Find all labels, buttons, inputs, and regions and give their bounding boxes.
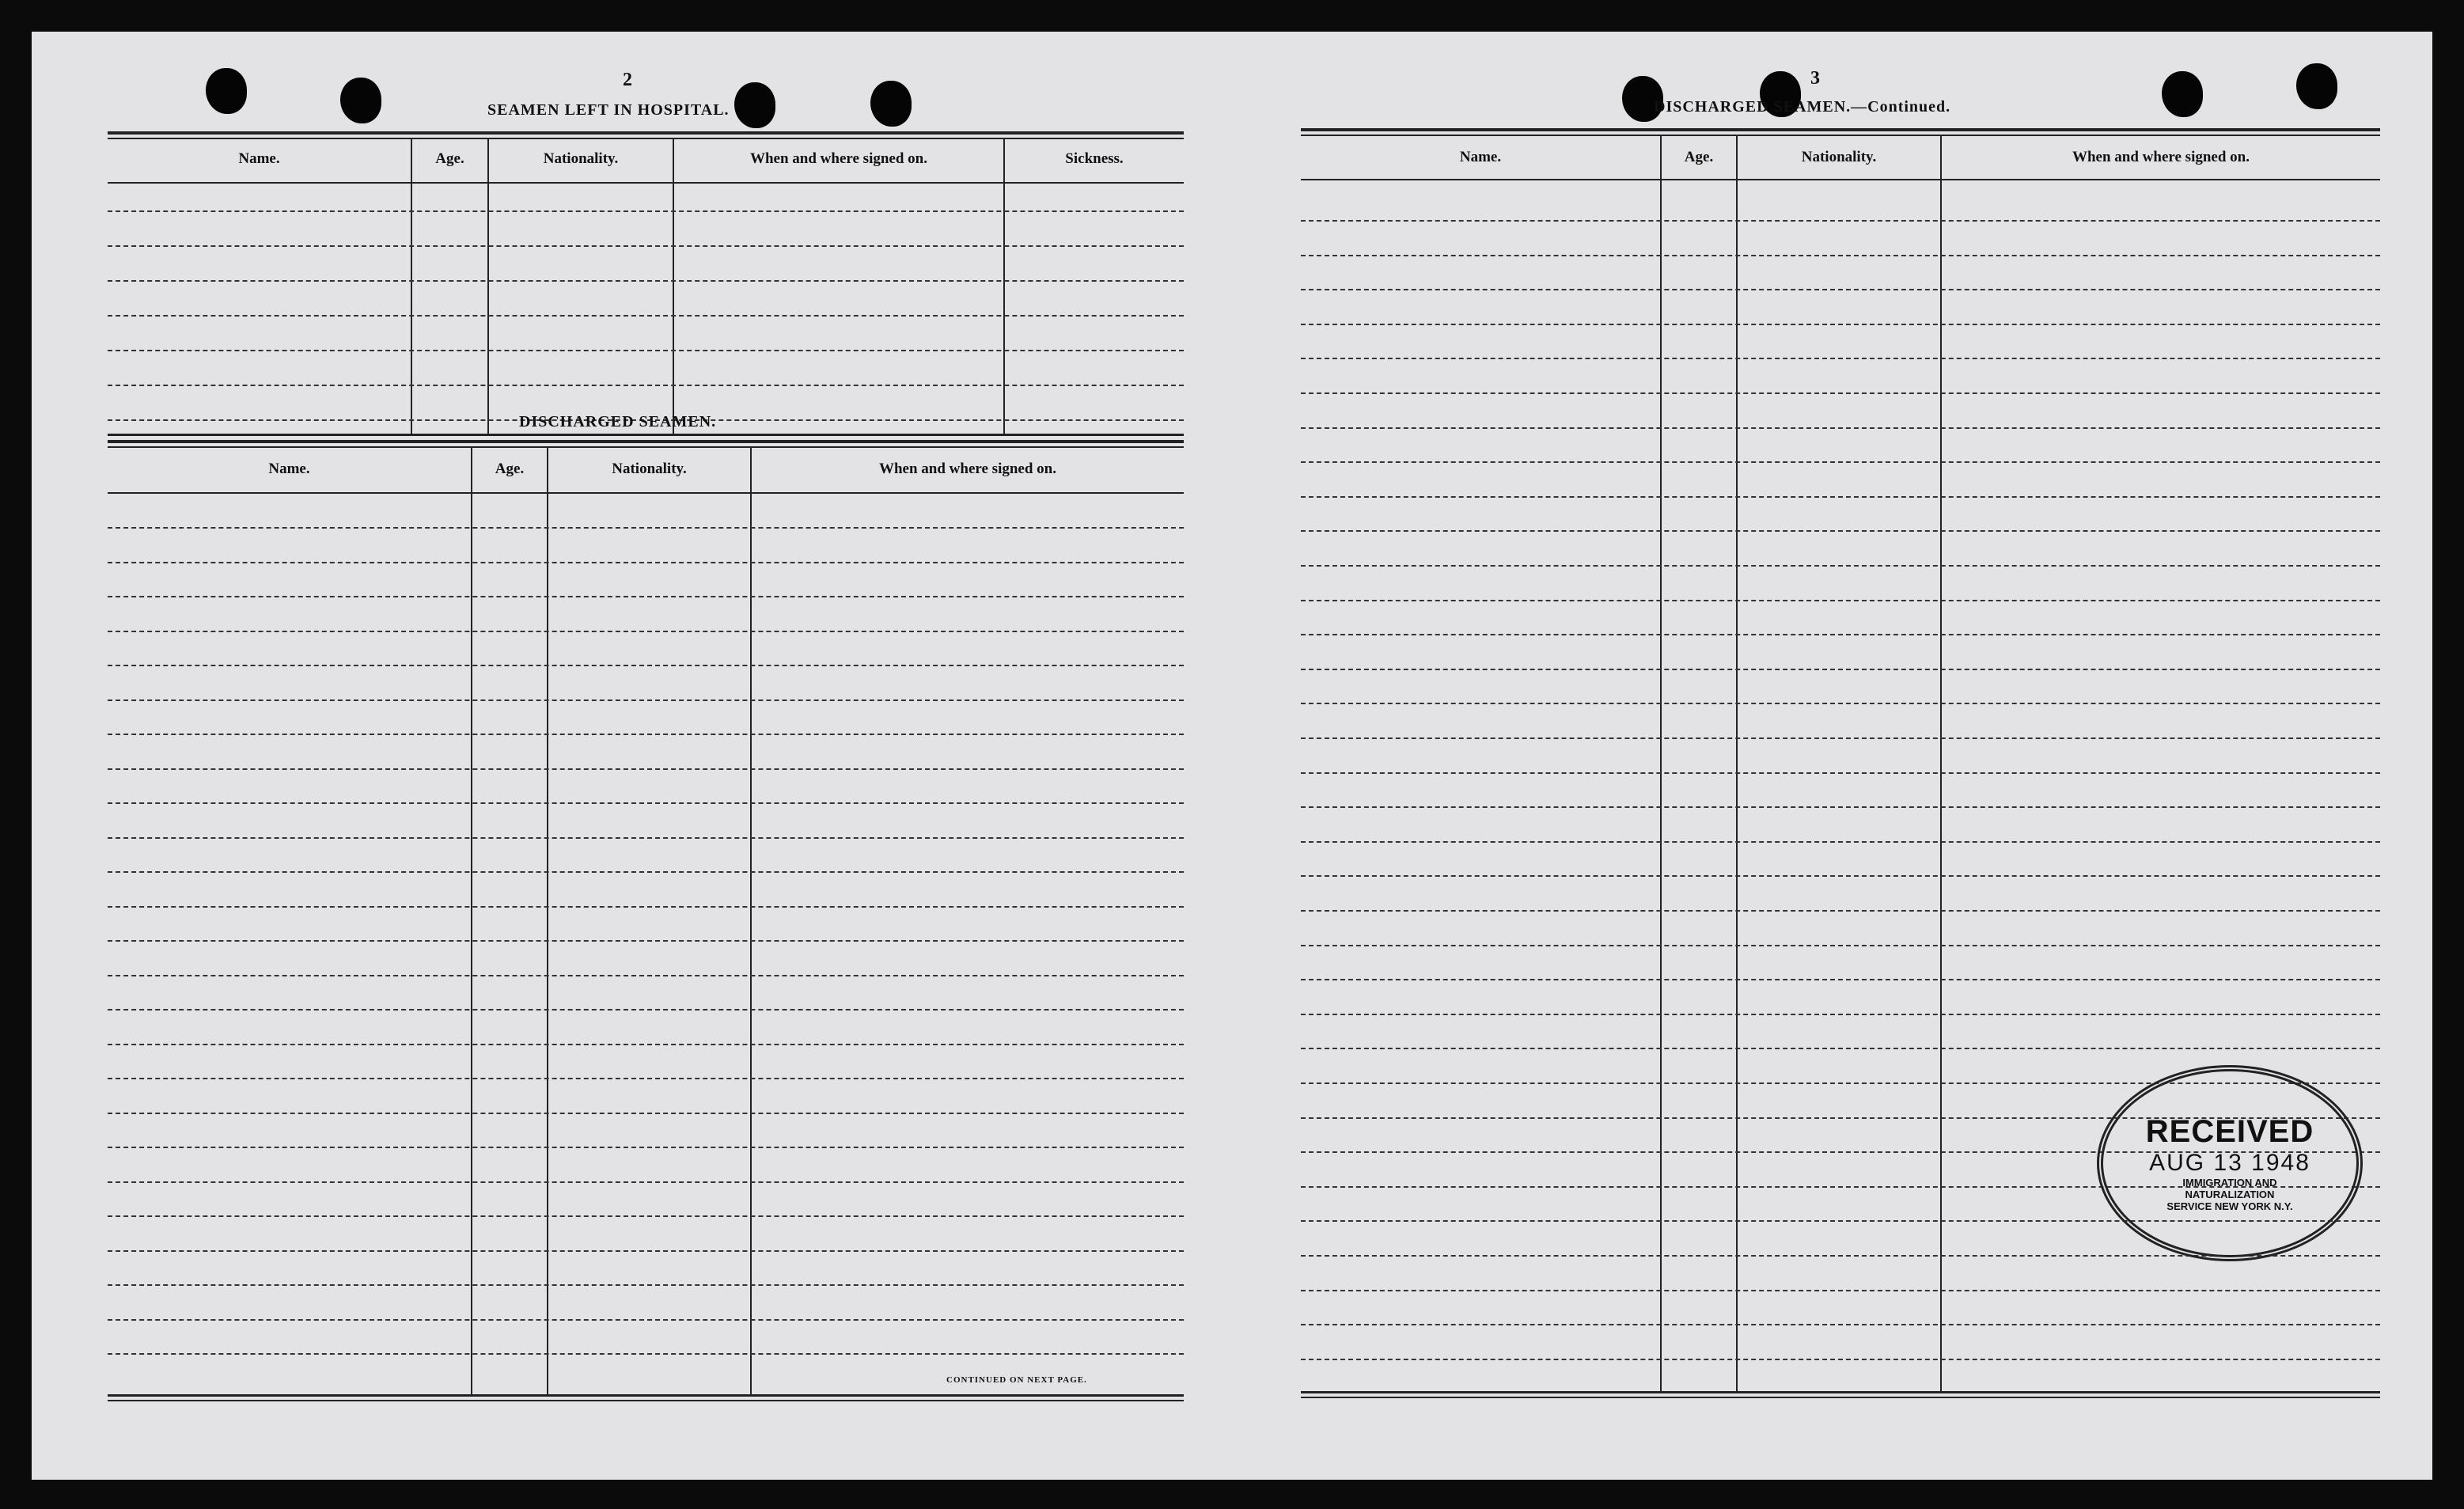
discharged-header-age: Age. <box>495 461 525 477</box>
right-entry-line <box>1301 392 2380 394</box>
hospital-header-name: Name. <box>238 150 280 167</box>
right-entry-line <box>1301 1324 2380 1325</box>
punch-hole <box>340 78 381 123</box>
discharged-entry-line <box>108 802 1184 804</box>
right-entry-line <box>1301 737 2380 739</box>
received-stamp <box>2097 1065 2363 1261</box>
right-header-age: Age. <box>1684 149 1714 165</box>
right-entry-line <box>1301 220 2380 222</box>
right-entry-line <box>1301 461 2380 463</box>
hospital-header-age: Age. <box>435 150 464 167</box>
right-entry-line <box>1301 324 2380 325</box>
punch-hole <box>734 82 775 128</box>
right-table-bottom-rule <box>1301 1391 2380 1393</box>
discharged-entry-line <box>108 1215 1184 1217</box>
right-header-nationality: Nationality. <box>1801 149 1877 165</box>
right-entry-line <box>1301 1048 2380 1049</box>
right-entry-line <box>1301 530 2380 532</box>
discharged-entry-line <box>108 906 1184 908</box>
right-entry-line <box>1301 255 2380 256</box>
discharged-entry-line <box>108 1113 1184 1114</box>
hospital-entry-line <box>108 245 1184 247</box>
hospital-col-divider <box>673 139 674 434</box>
hospital-col-divider <box>411 139 412 434</box>
discharged-entry-line <box>108 1353 1184 1355</box>
right-entry-line <box>1301 634 2380 635</box>
right-entry-line <box>1301 841 2380 843</box>
hospital-entry-line <box>108 315 1184 317</box>
right-entry-line <box>1301 1359 2380 1360</box>
hospital-table-top-rule <box>108 131 1184 135</box>
hospital-header-rule <box>108 182 1184 184</box>
punch-hole <box>870 81 912 127</box>
discharged-entry-line <box>108 734 1184 735</box>
right-header-rule <box>1301 179 2380 180</box>
discharged-entry-line <box>108 1044 1184 1045</box>
discharged-entry-line <box>108 1284 1184 1286</box>
discharged-section-title: DISCHARGED SEAMEN. <box>519 413 717 430</box>
discharged-entry-line <box>108 837 1184 839</box>
discharged-entry-line <box>108 596 1184 597</box>
discharged-entry-line <box>108 768 1184 770</box>
discharged-entry-line <box>108 1078 1184 1079</box>
discharged-entry-line <box>108 562 1184 563</box>
hospital-entry-line <box>108 385 1184 386</box>
discharged-table-bottom-rule <box>108 1400 1184 1401</box>
discharged-entry-line <box>108 975 1184 976</box>
right-entry-line <box>1301 1014 2380 1015</box>
right-entry-line <box>1301 289 2380 290</box>
right-section-title: DISCHARGED SEAMEN.—Continued. <box>1654 98 1951 116</box>
right-header-signed-on: When and where signed on. <box>2072 149 2250 165</box>
right-entry-line <box>1301 600 2380 601</box>
discharged-entry-line <box>108 1181 1184 1183</box>
right-entry-line <box>1301 1290 2380 1291</box>
discharged-col-divider <box>471 448 472 1394</box>
hospital-table-bottom-rule <box>108 434 1184 436</box>
discharged-header-nationality: Nationality. <box>612 461 687 477</box>
discharged-col-divider <box>750 448 752 1394</box>
discharged-entry-line <box>108 700 1184 701</box>
discharged-entry-line <box>108 665 1184 666</box>
right-entry-line <box>1301 806 2380 808</box>
right-table-top-rule <box>1301 128 2380 131</box>
hospital-entry-line <box>108 280 1184 282</box>
hospital-table-top-rule <box>108 138 1184 139</box>
discharged-entry-line <box>108 631 1184 632</box>
right-header-name: Name. <box>1459 149 1502 165</box>
right-entry-line <box>1301 945 2380 946</box>
right-entry-line <box>1301 979 2380 980</box>
hospital-entry-line <box>108 210 1184 212</box>
hospital-header-nationality: Nationality. <box>543 150 619 167</box>
discharged-entry-line <box>108 527 1184 529</box>
stamp-agency-text: IMMIGRATION AND NATURALIZATION SERVICE NEW YORK N.Y. <box>2166 1177 2293 1212</box>
discharged-table-top-rule <box>108 440 1184 443</box>
document-sheet <box>32 32 2432 1480</box>
discharged-entry-line <box>108 871 1184 873</box>
discharged-entry-line <box>108 1250 1184 1252</box>
hospital-col-divider <box>487 139 489 434</box>
discharged-table-bottom-rule <box>108 1394 1184 1397</box>
discharged-entry-line <box>108 1147 1184 1148</box>
right-entry-line <box>1301 910 2380 912</box>
hospital-section-title: SEAMEN LEFT IN HOSPITAL. <box>487 101 730 119</box>
page-number-right: 3 <box>1810 68 1820 89</box>
continued-note: CONTINUED ON NEXT PAGE. <box>946 1375 1087 1385</box>
right-entry-line <box>1301 496 2380 498</box>
right-entry-line <box>1301 358 2380 359</box>
discharged-header-name: Name. <box>268 461 310 477</box>
hospital-header-sickness: Sickness. <box>1065 150 1124 167</box>
right-table-top-rule <box>1301 135 2380 136</box>
right-table-bottom-rule <box>1301 1397 2380 1398</box>
right-entry-line <box>1301 669 2380 670</box>
right-entry-line <box>1301 427 2380 429</box>
hospital-col-divider <box>1003 139 1005 434</box>
hospital-entry-line <box>108 350 1184 351</box>
right-entry-line <box>1301 703 2380 704</box>
discharged-entry-line <box>108 1319 1184 1321</box>
discharged-header-signed-on: When and where signed on. <box>878 461 1056 477</box>
punch-hole <box>2296 63 2337 109</box>
discharged-table-top-rule <box>108 446 1184 448</box>
hospital-header-signed-on: When and where signed on. <box>749 150 927 167</box>
right-entry-line <box>1301 875 2380 877</box>
discharged-header-rule <box>108 492 1184 494</box>
stamp-received-text: RECEIVED <box>2145 1114 2314 1149</box>
right-entry-line <box>1301 772 2380 774</box>
discharged-entry-line <box>108 1009 1184 1010</box>
stamp-date-text: AUG 13 1948 <box>2149 1150 2310 1176</box>
discharged-entry-line <box>108 940 1184 942</box>
page-number-left: 2 <box>623 70 632 90</box>
punch-hole <box>2162 71 2203 117</box>
right-entry-line <box>1301 565 2380 567</box>
discharged-col-divider <box>547 448 548 1394</box>
punch-hole <box>206 68 247 114</box>
